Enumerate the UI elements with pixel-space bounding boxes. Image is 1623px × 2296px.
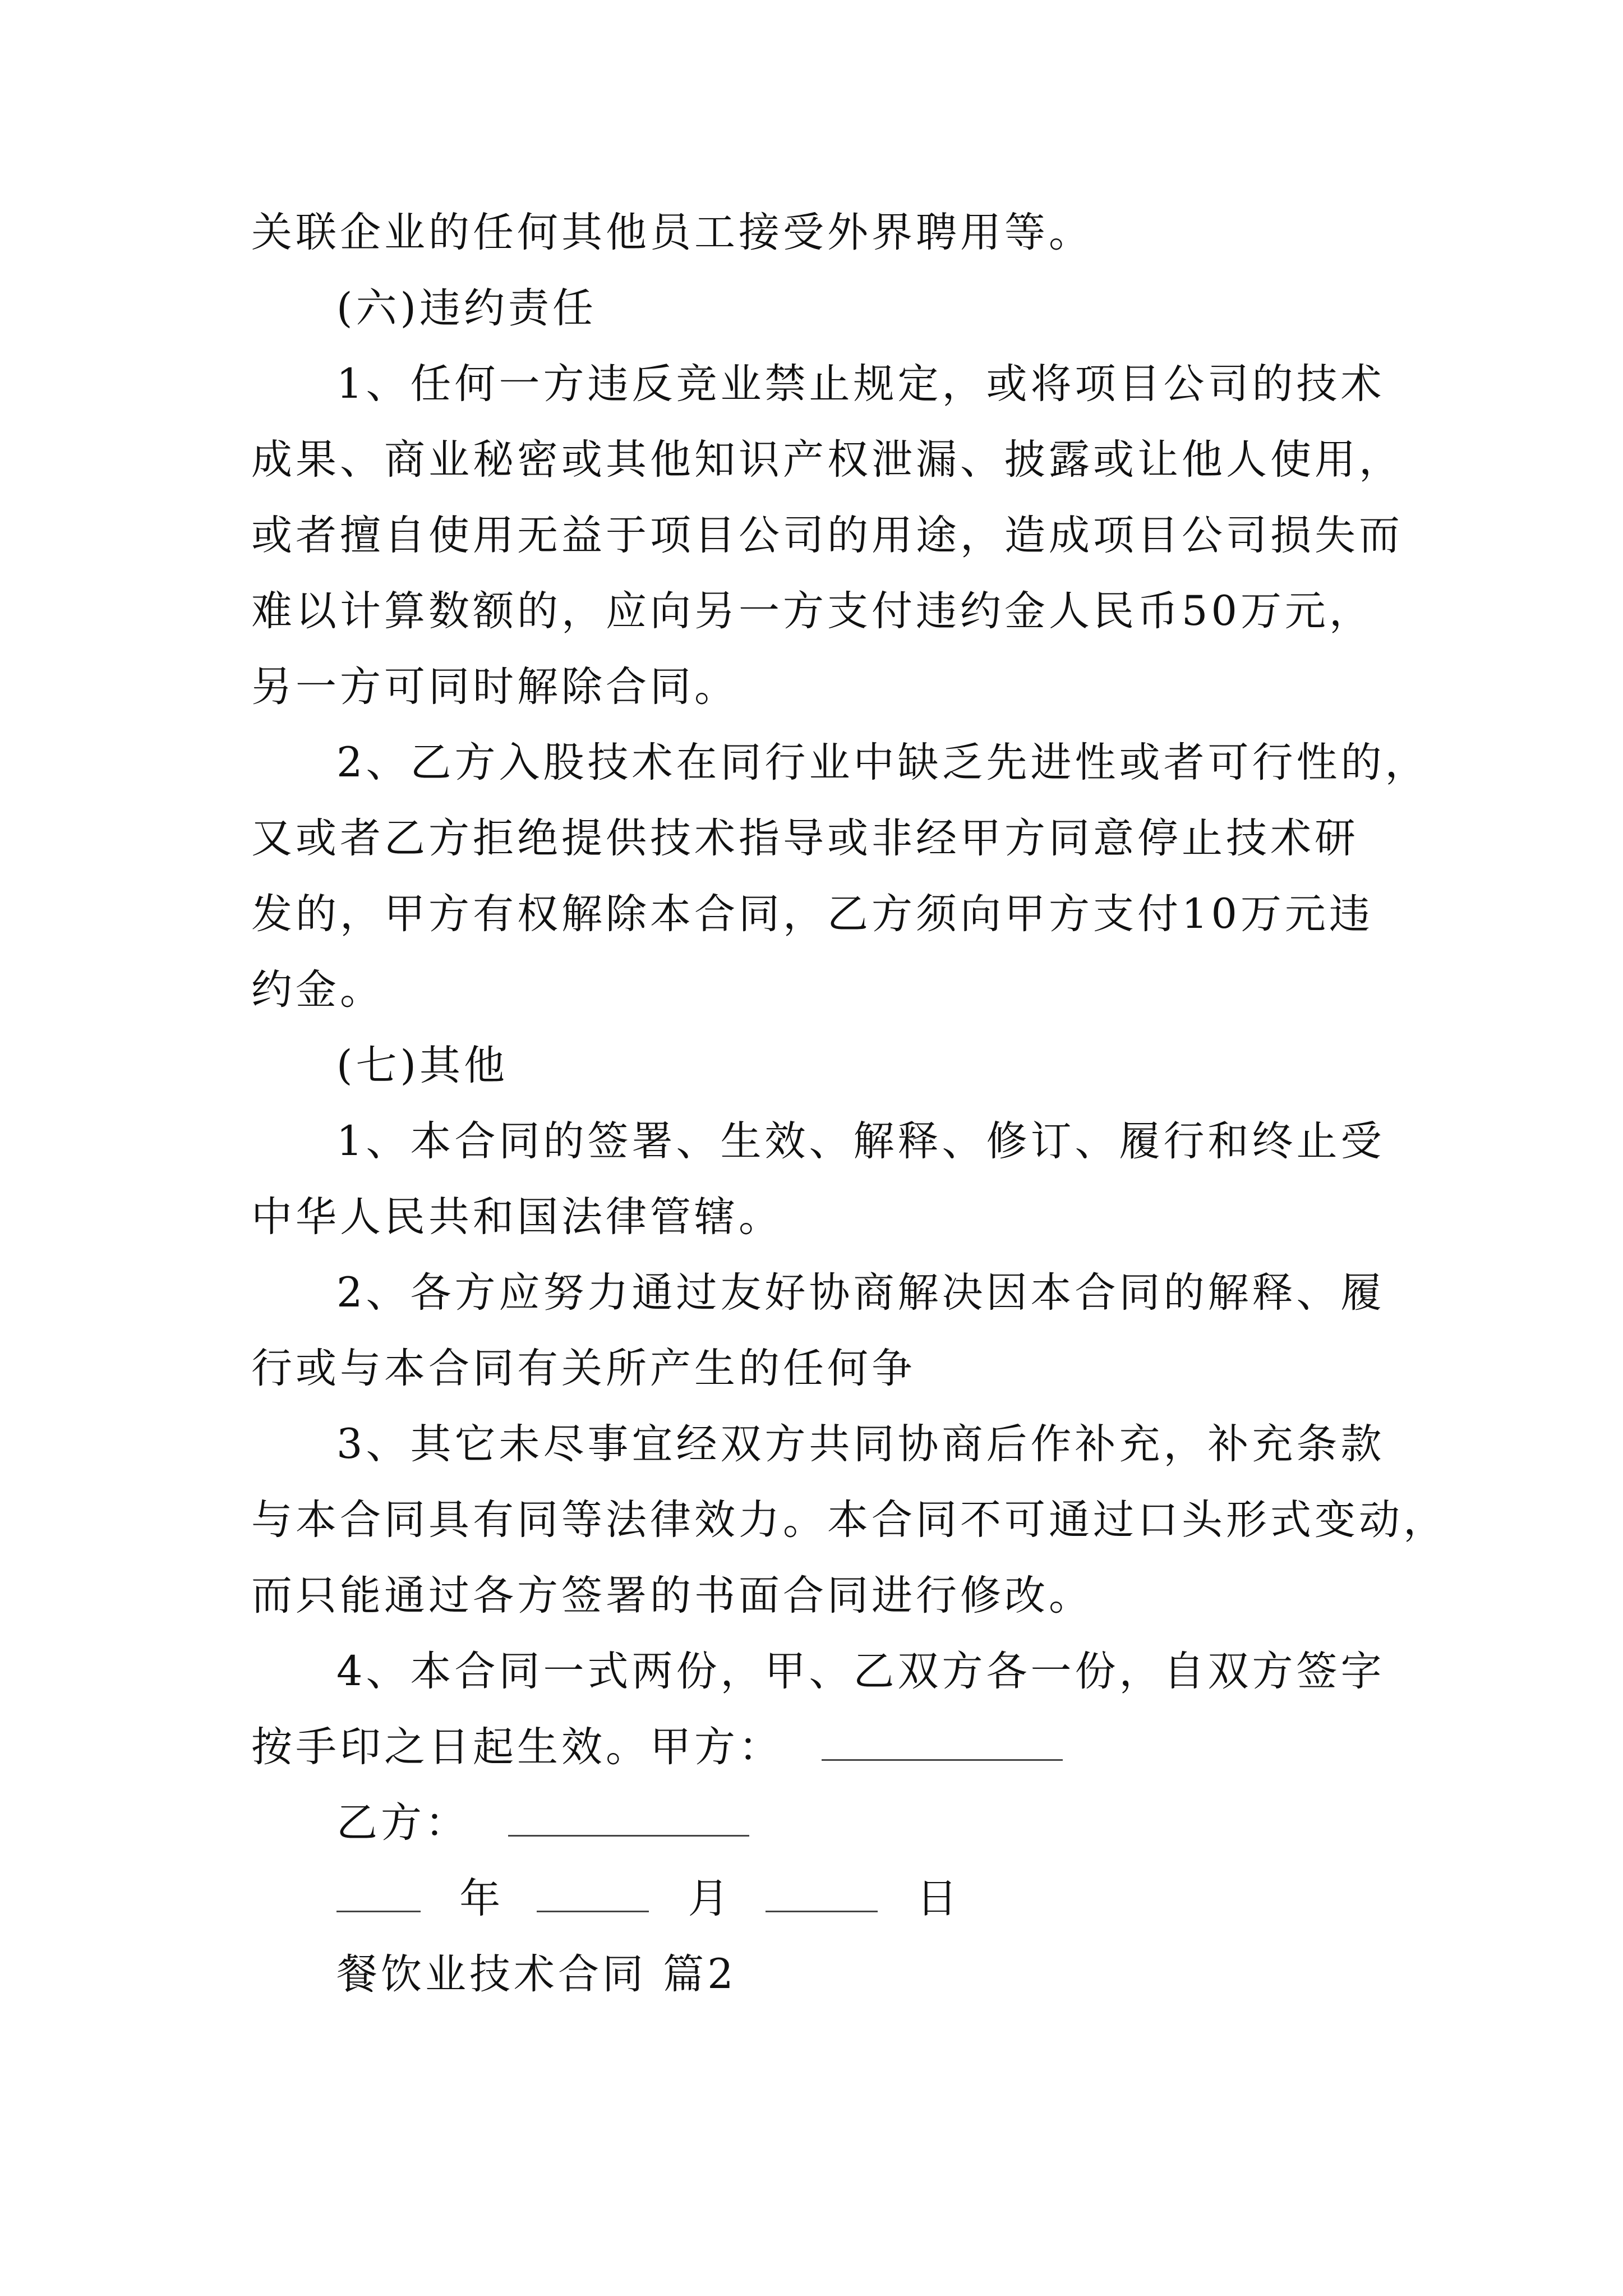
- text-line: 难以计算数额的，应向另一方支付违约金人民币50万元，: [251, 587, 1373, 635]
- party-a-signature-line: [251, 1719, 1063, 1775]
- text-line: 或者擅自使用无益于项目公司的用途，造成项目公司损失而: [251, 512, 1403, 559]
- text-line: 3、其它未尽事宜经双方共同协商后作补充，补充条款: [336, 1420, 1385, 1468]
- text-line: 与本合同具有同等法律效力。本合同不可通过口头形式变动，: [251, 1496, 1447, 1544]
- party-a-signature-blank: [822, 1726, 1063, 1761]
- text-line: 又或者乙方拒绝提供技术指导或非经甲方同意停止技术研: [251, 815, 1359, 862]
- text-line: 约金。: [251, 966, 384, 1014]
- date-line: [336, 1871, 961, 1927]
- month-blank: [537, 1877, 649, 1912]
- text-line: 2、各方应努力通过友好协商解决因本合同的解释、履: [336, 1269, 1385, 1317]
- party-a-label: 按手印之日起生效。甲方：: [251, 1723, 783, 1771]
- section-heading: (六)违约责任: [336, 284, 597, 332]
- text-line: 关联企业的任何其他员工接受外界聘用等。: [251, 209, 1093, 256]
- text-line: 中华人民共和国法律管辖。: [251, 1193, 783, 1241]
- month-label: 月: [688, 1875, 732, 1922]
- text-line: 发的，甲方有权解除本合同，乙方须向甲方支付10万元违: [251, 890, 1373, 938]
- party-b-label: 乙方：: [336, 1799, 469, 1847]
- next-section-title: 餐饮业技术合同 篇2: [336, 1950, 737, 1998]
- year-blank: [336, 1877, 421, 1912]
- party-b-signature-blank: [508, 1801, 749, 1837]
- text-line: 2、乙方入股技术在同行业中缺乏先进性或者可行性的，: [336, 739, 1430, 786]
- text-line: 行或与本合同有关所产生的任何争: [251, 1345, 916, 1392]
- text-line: 1、本合同的签署、生效、解释、修订、履行和终止受: [336, 1117, 1385, 1165]
- party-b-signature-line: [336, 1795, 749, 1851]
- text-line: 另一方可同时解除合同。: [251, 663, 739, 711]
- text-line: 1、任何一方违反竞业禁止规定，或将项目公司的技术: [336, 360, 1385, 408]
- day-blank: [766, 1877, 878, 1912]
- text-line: 成果、商业秘密或其他知识产权泄漏、披露或让他人使用，: [251, 436, 1403, 484]
- text-line: 而只能通过各方签署的书面合同进行修改。: [251, 1572, 1093, 1619]
- section-heading: (七)其他: [336, 1042, 508, 1089]
- year-label: 年: [459, 1875, 504, 1922]
- day-label: 日: [916, 1875, 961, 1922]
- text-line: 4、本合同一式两份，甲、乙双方各一份，自双方签字: [336, 1648, 1385, 1695]
